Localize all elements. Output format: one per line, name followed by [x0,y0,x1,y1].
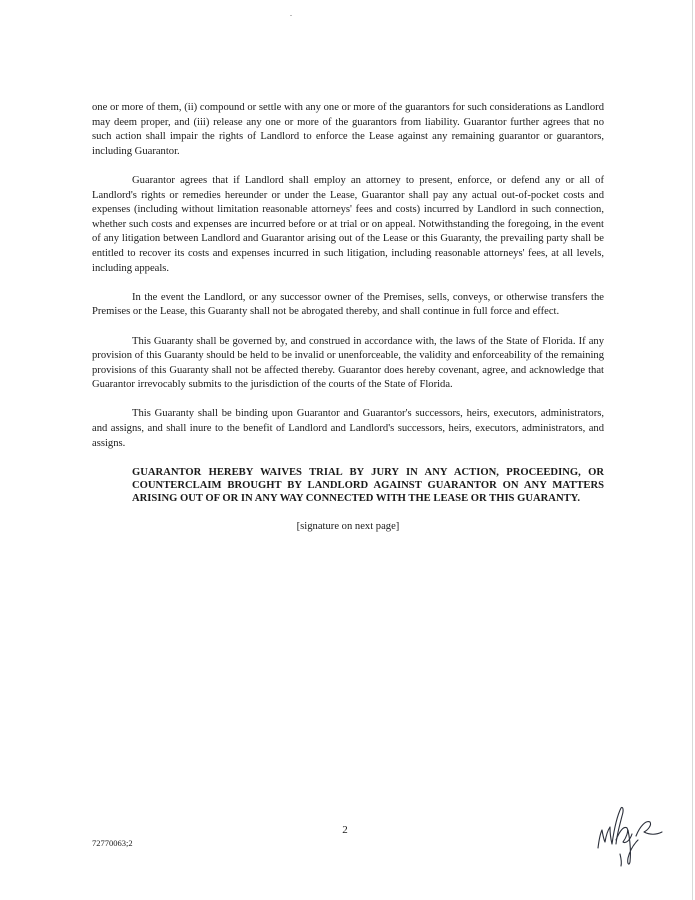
handwritten-initials-icon [590,800,670,870]
document-body [92,101,604,535]
paragraph-governing-law: This Guaranty shall be governed by, and construed in accordance with, the laws of the State of Florida. If any provision of this Guaranty should be held to be invalid or unenforceable, the validity and enforceability of the remaining provisions of this Guaranty shall not be affected thereby. Guarantor does hereby covenant, agree, and acknowledge that Guarantor irrevocably submits to the jurisdiction of the courts of the State of Florida. [92,335,604,391]
signature-note: [signature on next page] [296,521,400,533]
paragraph-premises-transfer: In the event the Landlord, or any successor owner of the Premises, sells, conveys, or otherwise transfers the Premises or the Lease, this Guaranty shall not be abrogated thereby, and shall continue in full force and effect. [92,291,604,318]
document-id: 72770063;2 [92,838,133,848]
paragraph-guarantor-release: one or more of them, (ii) compound or settle with any one or more of the guarantors for such considerations as Landlord may deem proper, and (iii) release any one or more of the guarantors from liability. Guarantor further agrees that no such action shall impair the rights of Landlord to enforce the Lease against any remaining guarantor or guarantors, including Guarantor. [92,102,604,157]
paragraph-attorney-fees: Guarantor agrees that if Landlord shall employ an attorney to present, enforce, or defend any or all of Landlord's rights or remedies hereunder or under the Lease, Guarantor shall pay any actual out-of-pocket costs and expenses (including without limitation reasonable attorneys' fees and costs) incurred by Landlord in such connection, whether such costs and expenses are incurred before or at trial or on appeal. Notwithstanding the foregoing, in the event of any litigation between Landlord and Guarantor arising out of the Lease or this Guaranty, the prevailing party shall be entitled to recover its costs and expenses incurred in such litigation, including reasonable attorneys' fees, at all levels, including appeals. [92,174,604,274]
scan-edge [692,0,693,900]
jury-waiver-clause: GUARANTOR HEREBY WAIVES TRIAL BY JURY IN ANY ACTION, PROCEEDING, OR COUNTERCLAIM BROUGHT BY LANDLORD AGAINST GUARANTOR ON ANY MATTERS ARISING OUT OF OR IN ANY WAY CONNECTED WITH THE LEASE OR THIS GUARANTY. [132,466,604,505]
page-number: 2 [342,824,348,836]
scan-speck [290,15,292,16]
paragraph-binding-effect: This Guaranty shall be binding upon Guarantor and Guarantor's successors, heirs, executors, administrators, and assigns, and shall inure to the benefit of Landlord and Landlord's successors, heirs, executors, administrators, and assigns. [92,408,604,449]
